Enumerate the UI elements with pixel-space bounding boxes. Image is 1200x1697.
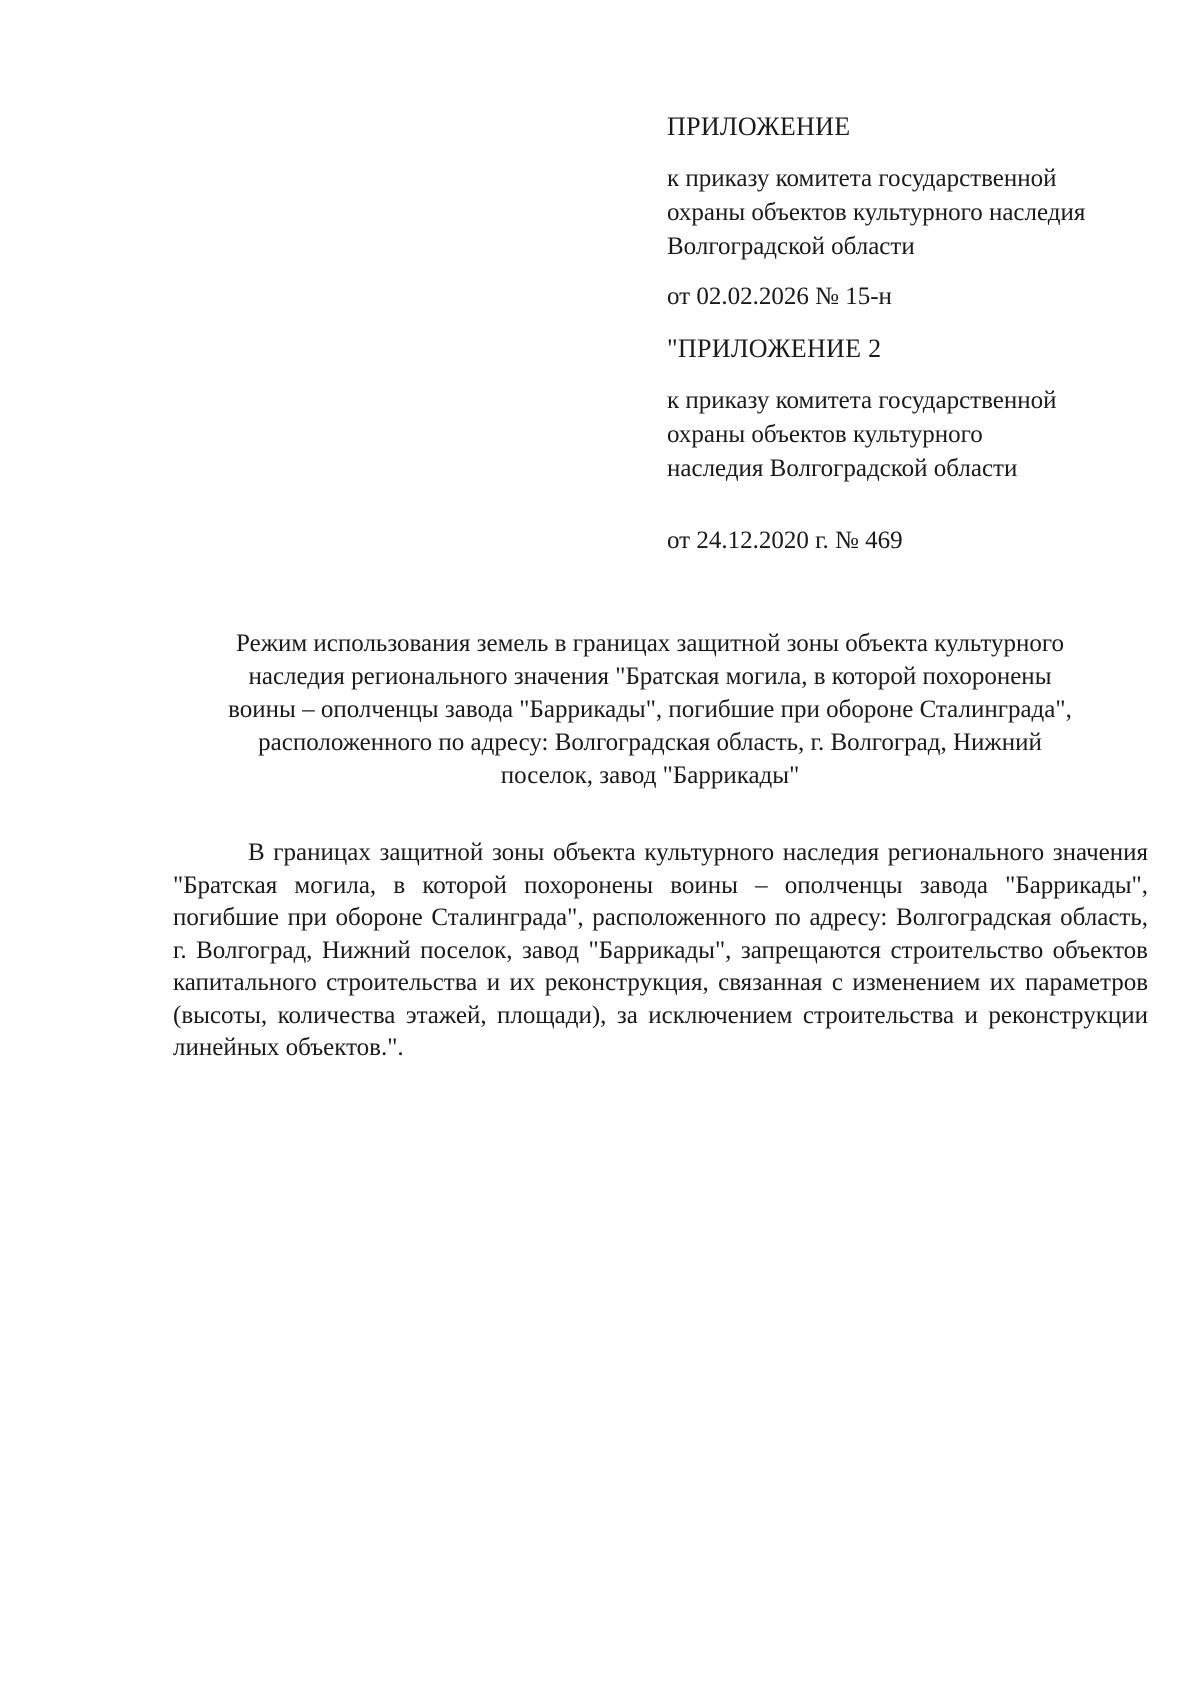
appendix-2-heading: "ПРИЛОЖЕНИЕ 2 [667, 334, 882, 363]
order-2-reference-line: наследия Волгоградской области [667, 455, 1018, 482]
title-line: Режим использования земель в границах защитной зоны объекта культурного [236, 630, 1064, 657]
appendix-block [667, 110, 1149, 558]
document-title [150, 627, 1150, 792]
body-paragraph: В границах защитной зоны объекта культурного наследия регионального значения "Братская могила, в которой похоронены воины – ополченцы завода "Баррикады", погибшие при обороне Сталинграда", расположенного по адресу: Волгоградская область, г. Волгоград, Нижний поселок, завод "Баррикады", запрещаются строительство объектов капитального строительства и их реконструкция, связанная с изменением их параметров (высоты, количества этажей, площади), за исключением строительства и реконструкции линейных объектов.". [173, 839, 1148, 1061]
title-line: поселок, завод "Баррикады" [500, 762, 800, 789]
order-date: от 02.02.2026 № 15-н [667, 283, 892, 310]
order-2-reference-line: охраны объектов культурного [667, 421, 983, 448]
title-line: расположенного по адресу: Волгоградская область, г. Волгоград, Нижний [258, 729, 1042, 756]
order-reference-line: охраны объектов культурного наследия [667, 199, 1086, 226]
order-reference-line: Волгоградской области [667, 233, 915, 260]
title-line: воины – ополченцы завода "Баррикады", погибшие при обороне Сталинграда", [228, 696, 1072, 723]
order-2-reference-line: к приказу комитета государственной [667, 387, 1057, 414]
title-line: наследия регионального значения "Братская могила, в которой похоронены [248, 663, 1052, 690]
order-2-date: от 24.12.2020 г. № 469 [667, 527, 903, 554]
appendix-heading: ПРИЛОЖЕНИЕ [667, 112, 851, 141]
order-reference-line: к приказу комитета государственной [667, 165, 1057, 192]
